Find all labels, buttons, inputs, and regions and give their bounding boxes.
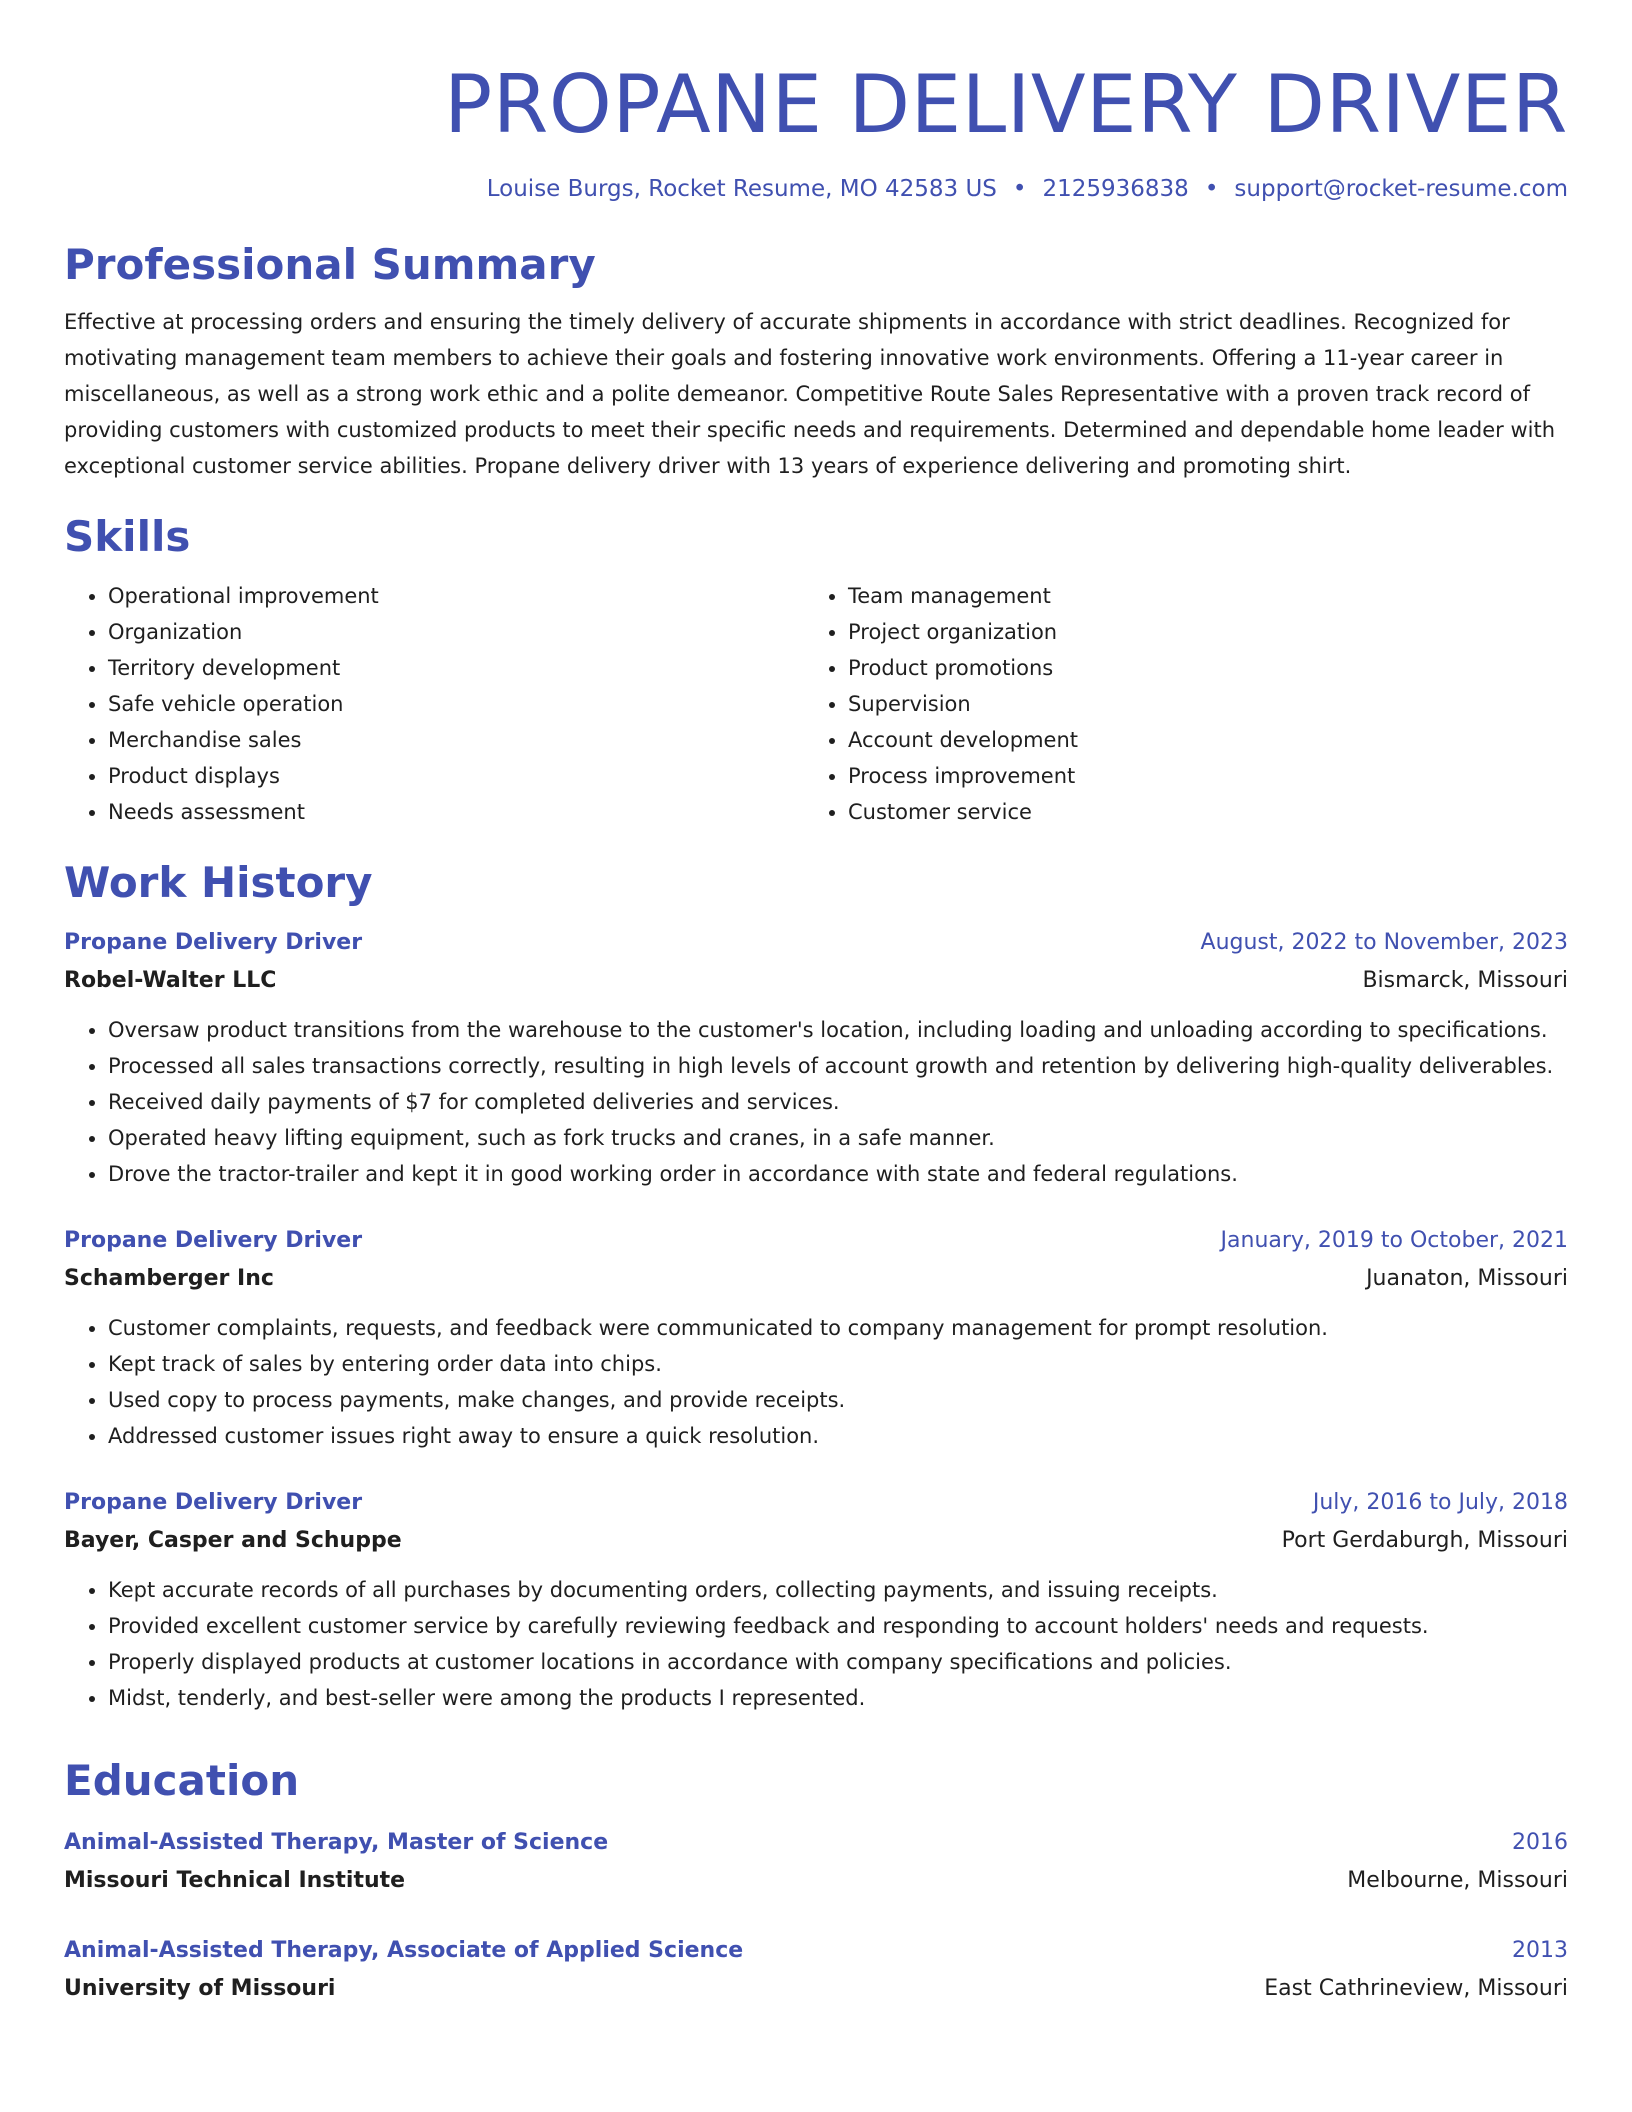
job-dates: August, 2022 to November, 2023 (1200, 930, 1568, 955)
education-entry (64, 1824, 1568, 1900)
education-degree: Animal-Assisted Therapy, Master of Science (64, 1830, 609, 1855)
job-title: Propane Delivery Driver (64, 930, 363, 955)
contact-line (64, 174, 1568, 204)
job-bullet: • Used copy to process payments, make changes, and provide receipts. (108, 1382, 1568, 1418)
job-location: Juanaton, Missouri (1366, 1266, 1568, 1291)
skill-item: • Product promotions (848, 650, 1078, 686)
job-bullet: • Midst, tenderly, and best-seller were among the products I represented. (108, 1680, 1568, 1716)
job-company: Robel-Walter LLC (64, 968, 277, 993)
job-bullet: • Addressed customer issues right away to ensure a quick resolution. (108, 1418, 1568, 1454)
skill-item: • Customer service (848, 794, 1078, 830)
skills-column-left (64, 578, 804, 830)
job-header (64, 924, 1568, 962)
skill-item: • Operational improvement (108, 578, 804, 614)
education-subheader (64, 1862, 1568, 1900)
skill-item: • Team management (848, 578, 1078, 614)
job-header (64, 1484, 1568, 1522)
job-company: Schamberger Inc (64, 1266, 274, 1291)
contact-email[interactable]: support@rocket-resume.com (1234, 176, 1568, 202)
education-school: Missouri Technical Institute (64, 1868, 406, 1893)
education-heading: Education (64, 1756, 300, 1805)
skill-item: • Organization (108, 614, 804, 650)
summary-heading: Professional Summary (64, 240, 596, 289)
job-bullet: • Operated heavy lifting equipment, such as fork trucks and cranes, in a safe manner. (108, 1120, 1568, 1156)
job-location: Bismarck, Missouri (1362, 968, 1568, 993)
skill-item: • Project organization (848, 614, 1078, 650)
education-header (64, 1824, 1568, 1862)
education-entry (64, 1932, 1568, 2008)
education-year: 2013 (1512, 1938, 1568, 1963)
job-bullets (64, 1310, 1568, 1454)
job-bullet: • Drove the tractor-trailer and kept it in good working order in accordance with state and federal regulations. (108, 1156, 1568, 1192)
skill-item: • Supervision (848, 686, 1078, 722)
job-subheader (64, 1522, 1568, 1560)
job-bullet: • Processed all sales transactions correctly, resulting in high levels of account growth and retention by delivering high-quality deliverables. (108, 1048, 1568, 1084)
job-entry (64, 924, 1568, 1192)
job-company: Bayer, Casper and Schuppe (64, 1528, 402, 1553)
work-history-heading: Work History (64, 858, 373, 907)
job-dates: July, 2016 to July, 2018 (1312, 1490, 1568, 1515)
contact-separator: • (1204, 176, 1219, 202)
education-degree: Animal-Assisted Therapy, Associate of Applied Science (64, 1938, 744, 1963)
education-header (64, 1932, 1568, 1970)
contact-address: Louise Burgs, Rocket Resume, MO 42583 US (486, 176, 997, 202)
education-location: Melbourne, Missouri (1347, 1868, 1568, 1893)
skill-item: • Process improvement (848, 758, 1078, 794)
contact-separator: • (1012, 176, 1027, 202)
summary-text: Effective at processing orders and ensuring the timely delivery of accurate shipments in accordance with strict deadlines. Recognized for motivating management team members to achieve their goals and fostering innovative work environments. Offering a 11-year career in miscellaneous, as well as a strong work ethic and a polite demeanor. Competitive Route Sales Representative with a proven track record of providing customers with customized products to meet their specific needs and requirements. Determined and dependable home leader with exceptional customer service abilities. Propane delivery driver with 13 years of experience delivering and promoting shirt. (64, 310, 1555, 478)
job-subheader (64, 962, 1568, 1000)
contact-phone: 2125936838 (1042, 176, 1189, 202)
resume-title: PROPANE DELIVERY DRIVER (444, 58, 1568, 151)
education-school: University of Missouri (64, 1976, 336, 2001)
job-bullets (64, 1572, 1568, 1716)
skill-item: • Account development (848, 722, 1078, 758)
skills-column-right (804, 578, 1078, 830)
skill-item: • Needs assessment (108, 794, 804, 830)
skill-item: • Territory development (108, 650, 804, 686)
skills-list (64, 578, 1568, 830)
job-bullet: • Provided excellent customer service by carefully reviewing feedback and responding to account holders' needs and requests. (108, 1608, 1568, 1644)
job-bullet: • Customer complaints, requests, and feedback were communicated to company management for prompt resolution. (108, 1310, 1568, 1346)
education-subheader (64, 1970, 1568, 2008)
education-year: 2016 (1512, 1830, 1568, 1855)
job-title: Propane Delivery Driver (64, 1228, 363, 1253)
job-subheader (64, 1260, 1568, 1298)
job-location: Port Gerdaburgh, Missouri (1281, 1528, 1568, 1553)
job-title: Propane Delivery Driver (64, 1490, 363, 1515)
job-bullet: • Kept track of sales by entering order data into chips. (108, 1346, 1568, 1382)
job-dates: January, 2019 to October, 2021 (1220, 1228, 1568, 1253)
skill-item: • Safe vehicle operation (108, 686, 804, 722)
job-bullet: • Oversaw product transitions from the warehouse to the customer's location, including loading and unloading according to specifications. (108, 1012, 1568, 1048)
job-bullet: • Received daily payments of $7 for completed deliveries and services. (108, 1084, 1568, 1120)
job-entry (64, 1484, 1568, 1716)
skills-heading: Skills (64, 512, 191, 561)
job-bullets (64, 1012, 1568, 1192)
job-bullet: • Kept accurate records of all purchases by documenting orders, collecting payments, and issuing receipts. (108, 1572, 1568, 1608)
job-bullet: • Properly displayed products at customer locations in accordance with company specifications and policies. (108, 1644, 1568, 1680)
skill-item: • Merchandise sales (108, 722, 804, 758)
education-location: East Cathrineview, Missouri (1264, 1976, 1568, 2001)
job-entry (64, 1222, 1568, 1454)
skill-item: • Product displays (108, 758, 804, 794)
job-header (64, 1222, 1568, 1260)
